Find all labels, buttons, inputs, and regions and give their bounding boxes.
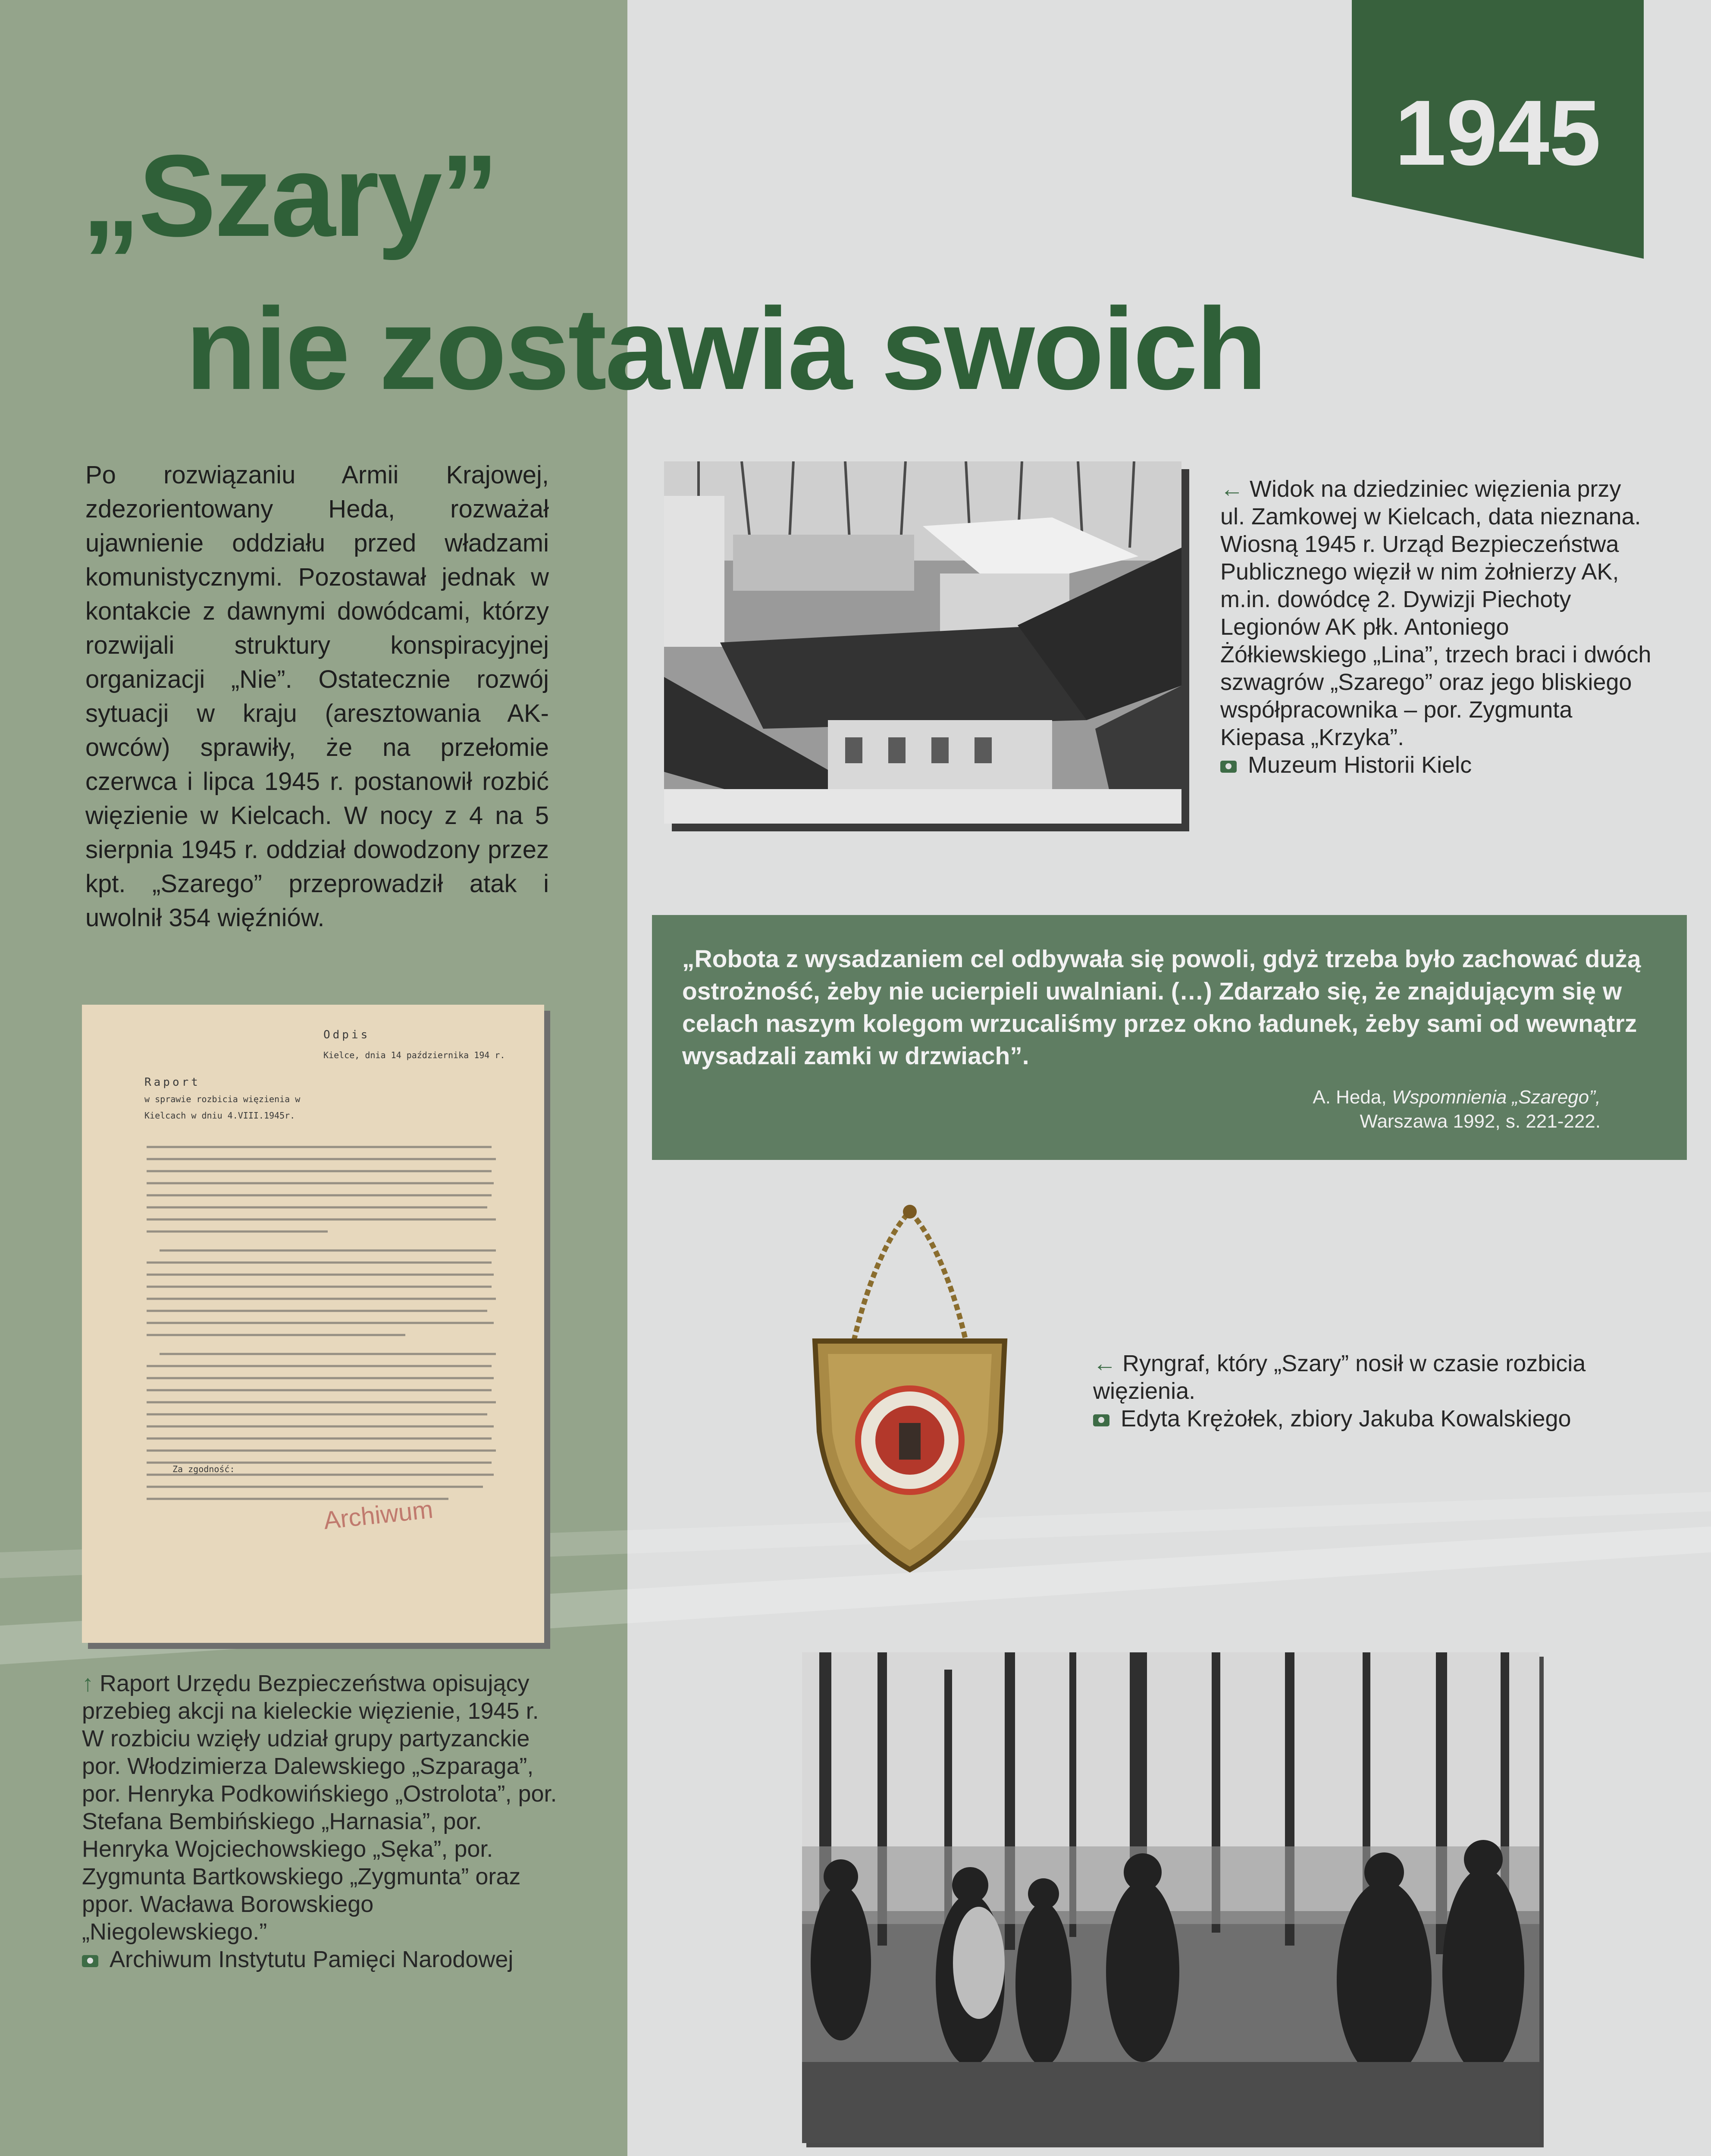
document-caption: [82, 1670, 561, 1973]
photo1-caption-text: Widok na dziedziniec więzienia przy ul. Zamkowej w Kielcach, data nieznana. Wiosną 1945 r. Urząd Bezpieczeństwa Publicznego więził w nim żołnierzy AK, m.in. dowódcę 2. Dywizji Piechoty Legionów AK płk. Antoniego Żółkiewskiego „Lina”, trzech braci i dwóch szwagrów „Szarego” oraz jego bliskiego współpracownika – por. Zygmunta Kiepasa „Krzyka”.: [1220, 476, 1651, 750]
arrow-left-icon: ←: [1220, 476, 1244, 502]
badge-credit: Edyta Krężołek, zbiory Jakuba Kowalskiego: [1121, 1406, 1571, 1432]
badge-caption: [1093, 1350, 1667, 1432]
document-caption-text: Raport Urzędu Bezpieczeństwa opisujący przebieg akcji na kieleckie więzienie, 1945 r. W rozbiciu wzięły udział grupy partyzanckie por. Włodzimierza Dalewskiego „Szparaga”, por. Henryka Podkowińskiego „Ostrolota”, por. Stefana Bembińskiego „Harnasia”, por. Henryka Wojciechowskiego „Sęka”, por. Zygmunta Bartkowskiego „Zygmunta” oraz ppor. Wacława Borowskiego „Niegolewskiego.”: [82, 1670, 557, 1945]
badge-caption-text: Ryngraf, który „Szary” nosił w czasie rozbicia więzienia.: [1093, 1351, 1586, 1404]
prison-roofs-illustration: [664, 461, 1181, 824]
arrow-left-icon: ←: [1093, 1351, 1116, 1376]
document-date-line: Kielce, dnia 14 października 194 r.: [323, 1050, 505, 1060]
page-title-line-2: nie zostawia swoich: [185, 284, 1266, 414]
quote-work: Wspomnienia „Szarego”,: [1391, 1087, 1601, 1108]
camera-icon: [82, 1955, 98, 1967]
arrow-up-icon: ↑: [82, 1670, 94, 1696]
document-heading: Odpis: [323, 1028, 370, 1041]
intro-paragraph: Po rozwiązaniu Armii Krajowej, zdezorientowany Heda, rozważał ujawnienie oddziału przed władzami komunistycznymi. Pozostawał jednak w kontakcie z dawnymi dowódcami, którzy rozwijali struktury konspiracyjnej organizacji „Nie”. Ostatecznie rozwój sytuacji w kraju (aresztowania AK-owców) sprawiły, że na przełomie czerwca i lipca 1945 r. postanowił rozbić więzienie w Kielcach. W nocy z 4 na 5 sierpnia 1945 r. oddział dowodzony przez kpt. „Szarego” przeprowadził atak i uwolnił 354 więźniów.: [85, 461, 549, 932]
photo1-caption: [1220, 475, 1651, 779]
prison-courtyard-photo: [664, 461, 1181, 824]
page-title-line-1: „Szary”: [82, 131, 497, 261]
quote-box: [652, 915, 1687, 1160]
camera-icon: [1093, 1414, 1109, 1426]
partisans-retreat-photo: [802, 1652, 1539, 2143]
ryngraf-badge: [806, 1199, 1022, 1608]
quote-text: „Robota z wysadzaniem cel odbywała się powoli, gdyż trzeba było zachować dużą ostrożność, żeby nie ucierpieli uwalniani. (…) Zdarzało się, że znajdującym się w celach naszym kolegom wrzucaliśmy przez okno ładunek, żeby sami od wewnątrz wysadzali zamki w drzwiach”.: [682, 945, 1641, 1070]
document-closing: Za zgodność:: [172, 1464, 235, 1474]
photo1-credit: Muzeum Historii Kielc: [1248, 752, 1472, 778]
quote-source: [1313, 1085, 1601, 1134]
forest-scene-illustration: [802, 1652, 1539, 2143]
document-subject: w sprawie rozbicia więzienia w Kielcach w dniu 4.VIII.1945r.: [144, 1094, 301, 1121]
document-credit: Archiwum Instytutu Pamięci Narodowej: [110, 1946, 514, 1972]
document-title: Raport: [144, 1076, 201, 1089]
archive-stamp: Archiwum: [322, 1495, 435, 1535]
camera-icon: [1220, 761, 1237, 773]
report-document: [82, 1005, 544, 1643]
quote-place: Warszawa 1992, s. 221-222.: [1360, 1111, 1601, 1132]
quote-author: A. Heda,: [1313, 1087, 1387, 1108]
year-label: 1945: [1394, 81, 1601, 185]
